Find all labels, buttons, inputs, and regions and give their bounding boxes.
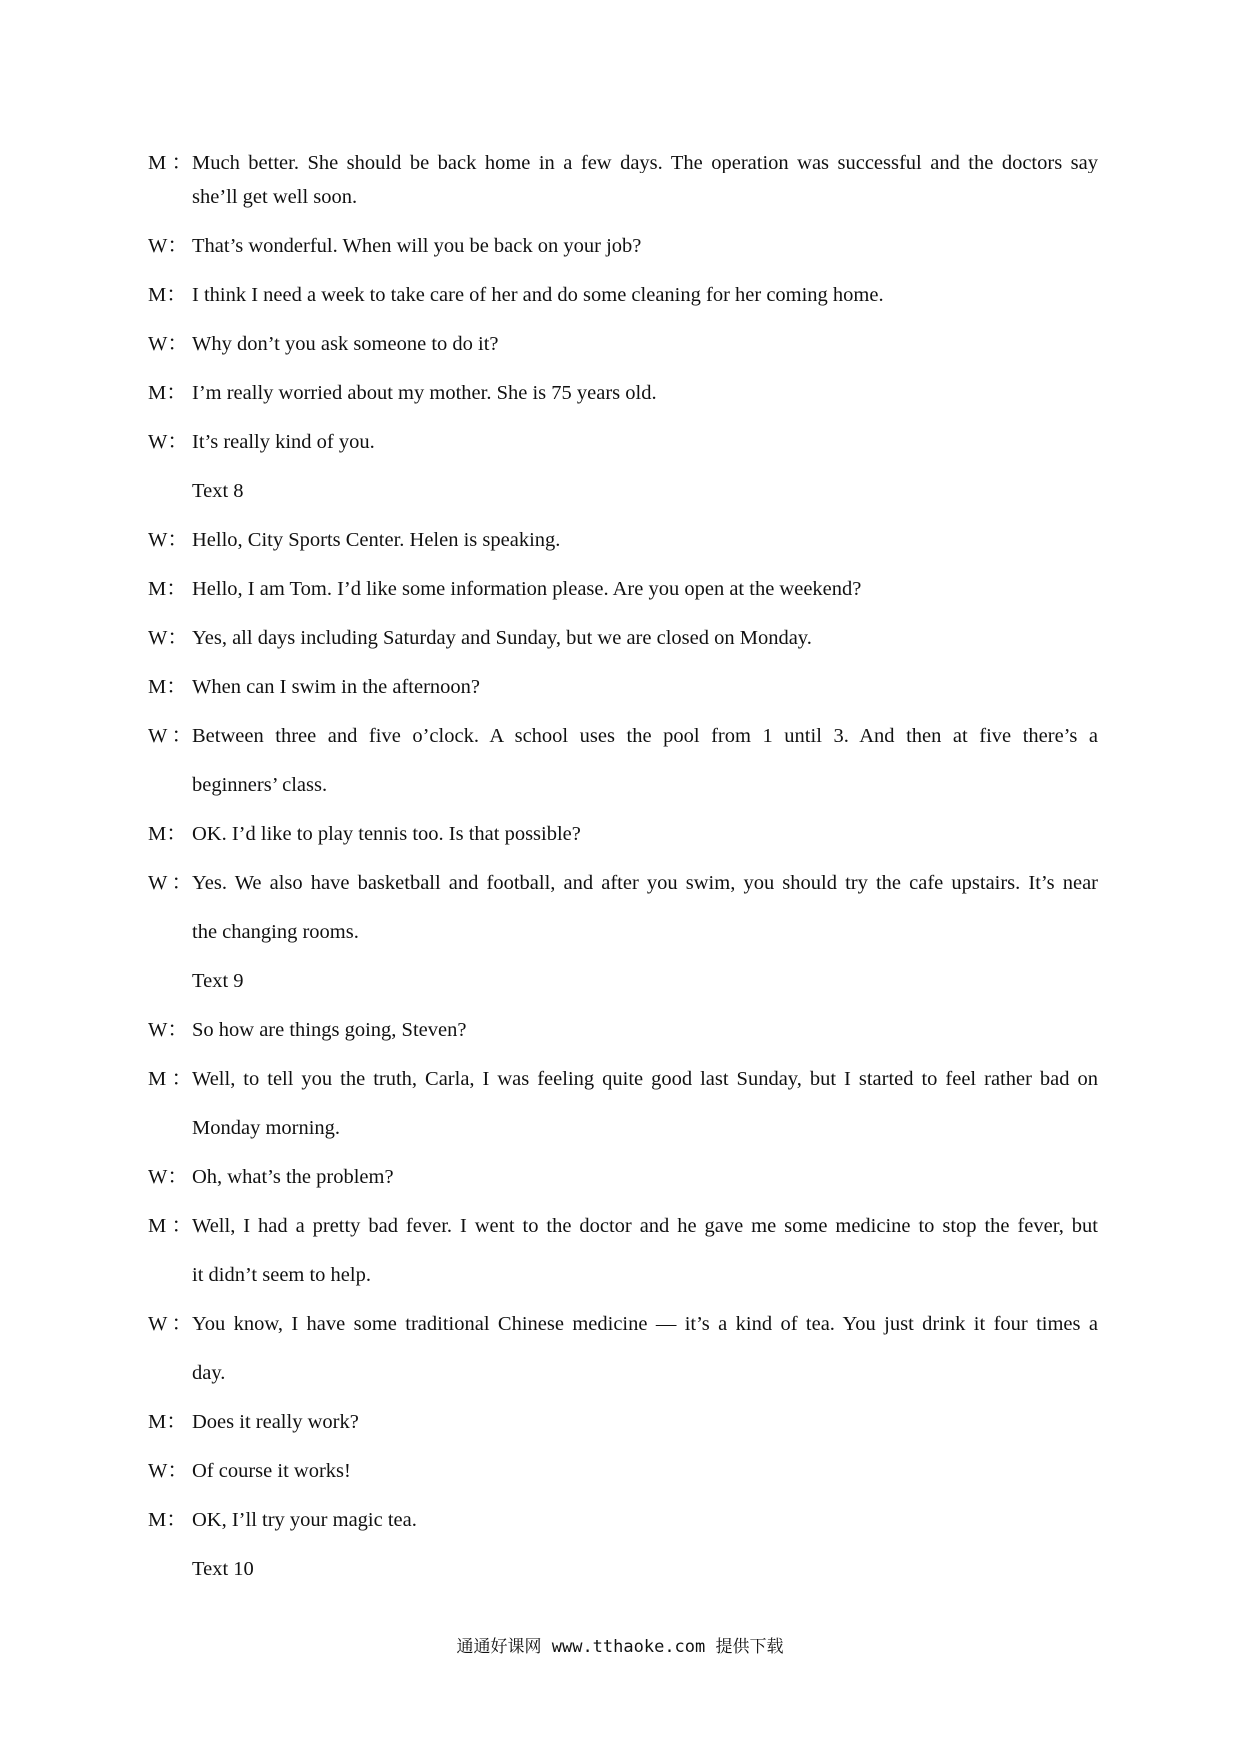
speaker-label: W： [148,333,188,355]
line-text: Between three and five o’clock. A school uses the pool from 1 until 3. And then at five there’s a [192,725,1098,747]
section-heading [148,467,1098,516]
speaker-label: W： [148,1019,188,1041]
speaker-label: W： [148,1313,192,1335]
line-text: It’s really kind of you. [192,431,375,453]
dialogue-line [148,1006,1098,1055]
page-footer: 通通好课网 www.tthaoke.com 提供下载 [456,1637,784,1657]
dialogue-line [148,859,1098,908]
speaker-label: M： [148,676,187,698]
speaker-label: M： [148,578,187,600]
line-text: Well, to tell you the truth, Carla, I was feeling quite good last Sunday, but I started to feel rather bad on [192,1068,1098,1090]
speaker-label: W： [148,725,192,747]
line-text: it didn’t seem to help. [192,1264,371,1286]
line-text: day. [192,1362,226,1384]
section-heading [148,957,1098,1006]
dialogue-line [148,614,1098,663]
dialogue-line [148,1447,1098,1496]
line-text: Does it really work? [192,1411,359,1433]
dialogue-line [148,1153,1098,1202]
line-text: Oh, what’s the problem? [192,1166,394,1188]
dialogue-line [148,565,1098,614]
dialogue-line [148,810,1098,859]
dialogue-line [148,320,1098,369]
line-text: Hello, City Sports Center. Helen is speaking. [192,529,561,551]
line-text: Why don’t you ask someone to do it? [192,333,499,355]
line-text: I think I need a week to take care of her and do some cleaning for her coming home. [192,284,884,306]
line-text: Yes, all days including Saturday and Sunday, but we are closed on Monday. [192,627,812,649]
line-text: she’ll get well soon. [192,186,358,208]
dialogue-continuation [148,761,1098,810]
dialogue-line [148,418,1098,467]
line-text: Hello, I am Tom. I’d like some information please. Are you open at the weekend? [192,578,862,600]
speaker-label: W： [148,1460,188,1482]
dialogue-line [148,712,1098,761]
line-text: Of course it works! [192,1460,351,1482]
speaker-label: M： [148,382,187,404]
dialogue-line [148,369,1098,418]
speaker-label: M： [148,1509,187,1531]
speaker-label: M： [148,1215,192,1237]
dialogue-continuation [148,1104,1098,1153]
line-text: When can I swim in the afternoon? [192,676,481,698]
dialogue-continuation [148,908,1098,957]
dialogue-line [148,1398,1098,1447]
speaker-label: M： [148,153,192,173]
line-text: beginners’ class. [192,774,328,796]
dialogue-line [148,271,1098,320]
speaker-label: M： [148,823,187,845]
speaker-label: W： [148,235,188,257]
line-text: OK, I’ll try your magic tea. [192,1509,417,1531]
line-text: Text 9 [192,970,244,992]
line-text: That’s wonderful. When will you be back on your job? [192,235,642,257]
dialogue-line [148,516,1098,565]
line-text: Monday morning. [192,1117,341,1139]
dialogue-line [148,153,1098,173]
speaker-label: W： [148,872,192,894]
line-text: Much better. She should be back home in a few days. The operation was successful and the doctors say [192,153,1098,173]
dialogue-line [148,663,1098,712]
dialogue-line [148,1055,1098,1104]
line-text: Text 8 [192,480,244,502]
line-text: Well, I had a pretty bad fever. I went to the doctor and he gave me some medicine to stop the fever, but [192,1215,1098,1237]
speaker-label: M： [148,1068,192,1090]
line-text: I’m really worried about my mother. She is 75 years old. [192,382,657,404]
line-text: So how are things going, Steven? [192,1019,467,1041]
line-text: Text 10 [192,1558,254,1580]
section-heading [148,1545,1098,1594]
dialogue-continuation [148,1251,1098,1300]
dialogue-line [148,222,1098,271]
speaker-label: W： [148,431,188,453]
dialogue-line [148,1300,1098,1349]
dialogue-continuation [148,173,1098,222]
speaker-label: W： [148,1166,188,1188]
transcript-body [148,153,1098,1594]
dialogue-line [148,1496,1098,1545]
line-text: You know, I have some traditional Chinese medicine — it’s a kind of tea. You just drink it four times a [192,1313,1098,1335]
speaker-label: M： [148,284,187,306]
line-text: OK. I’d like to play tennis too. Is that possible? [192,823,581,845]
dialogue-continuation [148,1349,1098,1398]
speaker-label: M： [148,1411,187,1433]
line-text: the changing rooms. [192,921,359,943]
speaker-label: W： [148,529,188,551]
dialogue-line [148,1202,1098,1251]
line-text: Yes. We also have basketball and football, and after you swim, you should try the cafe upstairs. It’s near [192,872,1098,894]
speaker-label: W： [148,627,188,649]
